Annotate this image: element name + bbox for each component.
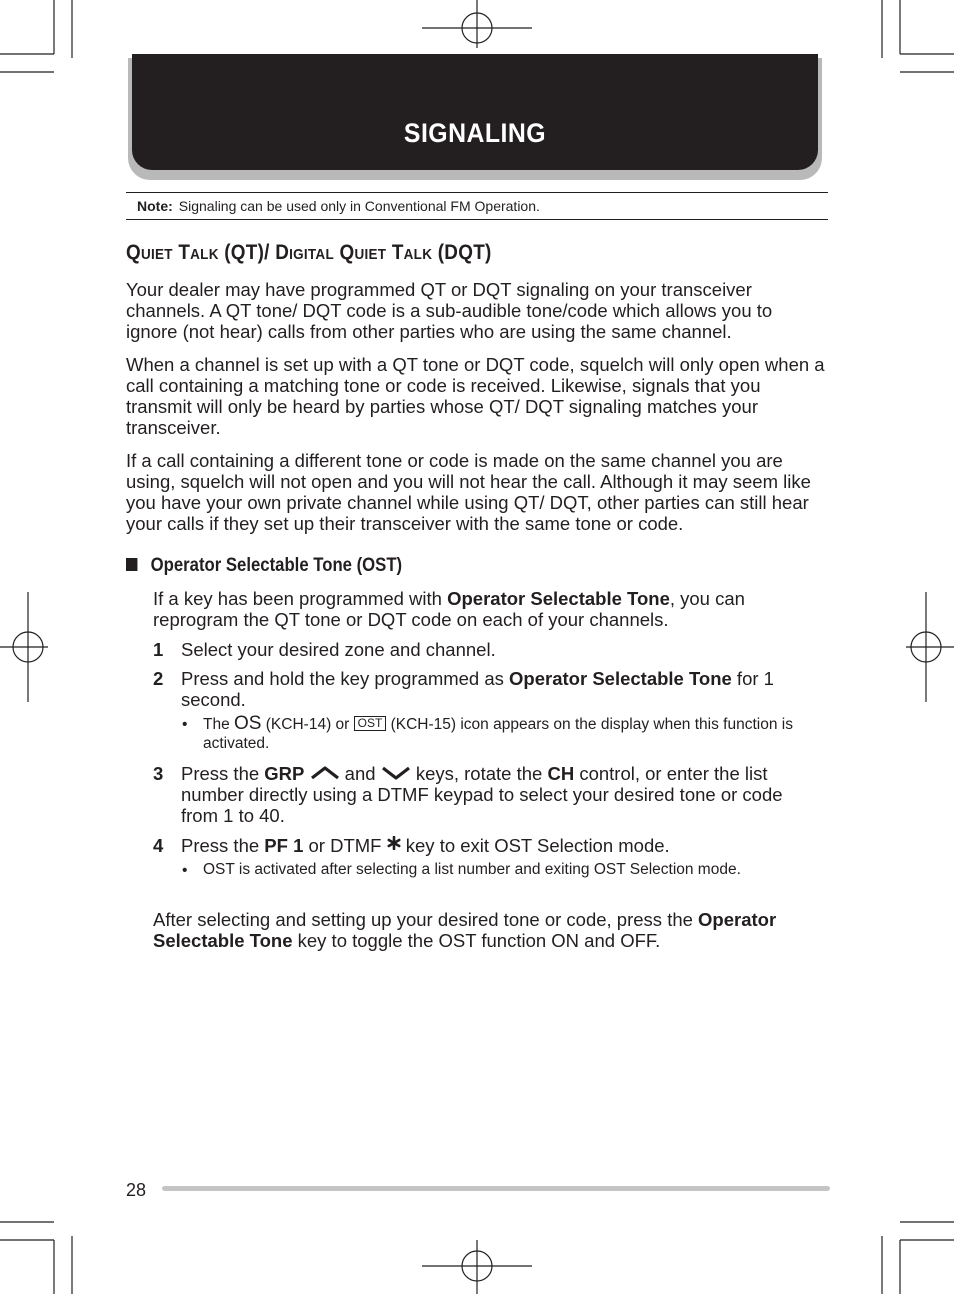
page-number: 28 xyxy=(126,1180,147,1200)
bullet-dot: • xyxy=(182,862,188,879)
paragraph: If a call containing a different tone or code is made on the same channel you are using, squelch will not open and you will not hear the call. Although it may seem like you have your own private channel while using QT/ DQT, other parties can still hear your calls if they set up their transceiver with the same tone or code. xyxy=(126,450,811,534)
header-banner xyxy=(132,54,818,170)
paragraph: Your dealer may have programmed QT or DQT signaling on your transceiver channels. A QT tone/ DQT code is a sub-audible tone/code which allows you to ignore (not hear) calls from other parties who are using the same channel. xyxy=(126,279,773,342)
step-text: Select your desired zone and channel. xyxy=(181,639,496,660)
note-bar xyxy=(126,192,828,220)
chevron-down-icon xyxy=(381,766,411,780)
chevron-up-icon xyxy=(310,766,340,780)
step-note: The OS (KCH-14) or OST (KCH-15) icon appears on the display when this function is activated. xyxy=(203,713,793,752)
step-text: Press the GRP and keys, rotate the CH control, or enter the list number directly using a DTMF keypad to select your desired tone or code from 1 to 40. xyxy=(181,763,783,826)
step-number: 1 xyxy=(153,639,164,660)
subsection-intro: If a key has been programmed with Operator Selectable Tone, you can reprogram the QT tone or DQT code on each of your channels. xyxy=(153,588,745,630)
step-text: Press the PF 1 or DTMF key to exit OST Selection mode. xyxy=(181,835,670,856)
subsection-heading: Operator Selectable Tone (OST) xyxy=(126,555,402,577)
section-heading: QUIET TALK (QT)/ DIGITAL QUIET TALK (DQT) xyxy=(126,241,492,264)
paragraph: When a channel is set up with a QT tone or DQT code, squelch will only open when a call containing a matching tone or code is received. Likewise, signals that you transmit will only be heard by parties whose QT/ DQT signaling matches your transceiver. xyxy=(126,354,825,438)
step-note: OST is activated after selecting a list number and exiting OST Selection mode. xyxy=(203,861,741,878)
footer-rule xyxy=(162,1186,830,1191)
bullet-dot: • xyxy=(182,716,188,733)
step-number: 2 xyxy=(153,668,164,689)
square-bullet-icon xyxy=(126,558,137,571)
page-title: SIGNALING xyxy=(403,118,547,148)
ost-indicator-icon: OST xyxy=(354,716,387,731)
subsection-outro: After selecting and setting up your desired tone or code, press the Operator Selectable Tone key to toggle the OST function ON and OFF. xyxy=(153,909,777,951)
step-number: 3 xyxy=(153,763,164,784)
note-text: Signaling can be used only in Conventional FM Operation. xyxy=(178,198,540,214)
step-number: 4 xyxy=(153,835,164,856)
note-label: Note: xyxy=(137,198,173,214)
os-indicator-icon: OS xyxy=(234,713,262,734)
step-text: Press and hold the key programmed as Operator Selectable Tone for 1 second. xyxy=(181,668,774,710)
asterisk-icon xyxy=(387,836,401,850)
